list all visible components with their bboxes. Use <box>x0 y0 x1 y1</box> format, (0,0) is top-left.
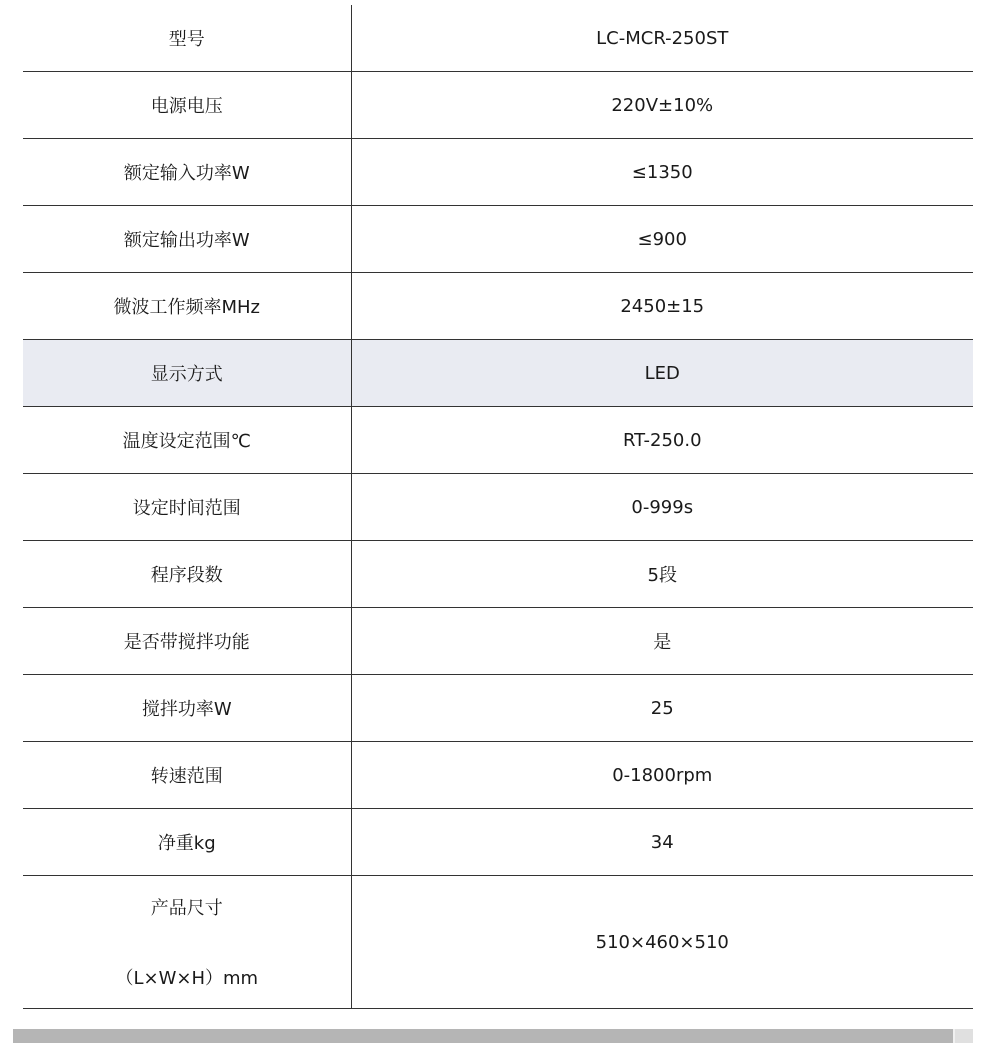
row-label-model: 型号 <box>23 5 351 72</box>
table-row <box>23 5 973 72</box>
row-label-frequency: 微波工作频率MHz <box>23 273 351 340</box>
scrollbar-end-cap <box>955 1029 973 1043</box>
row-label-dimensions <box>23 876 351 1009</box>
row-value-speed-range: 0-1800rpm <box>351 742 973 809</box>
row-value-time-range: 0-999s <box>351 474 973 541</box>
row-value-stirring-power: 25 <box>351 675 973 742</box>
row-label-time-range: 设定时间范围 <box>23 474 351 541</box>
row-label-program-steps: 程序段数 <box>23 541 351 608</box>
row-label-display: 显示方式 <box>23 340 351 407</box>
row-value-voltage: 220V±10% <box>351 72 973 139</box>
row-value-frequency: 2450±15 <box>351 273 973 340</box>
row-label-output-power: 额定输出功率W <box>23 206 351 273</box>
row-label-temp-range: 温度设定范围℃ <box>23 407 351 474</box>
row-value-program-steps: 5段 <box>351 541 973 608</box>
table-row <box>23 675 973 742</box>
table-row <box>23 407 973 474</box>
row-value-net-weight: 34 <box>351 809 973 876</box>
spec-table <box>23 5 973 1009</box>
table-row <box>23 742 973 809</box>
table-row-dimensions <box>23 876 973 1009</box>
row-value-display: LED <box>351 340 973 407</box>
row-value-stirring: 是 <box>351 608 973 675</box>
row-label-speed-range: 转速范围 <box>23 742 351 809</box>
row-value-temp-range: RT-250.0 <box>351 407 973 474</box>
row-label-net-weight: 净重kg <box>23 809 351 876</box>
table-row-highlighted <box>23 340 973 407</box>
row-value-input-power: ≤1350 <box>351 139 973 206</box>
table-row <box>23 608 973 675</box>
scrollbar-thumb[interactable] <box>13 1029 953 1043</box>
row-value-model: LC-MCR-250ST <box>351 5 973 72</box>
table-row <box>23 72 973 139</box>
row-label-input-power: 额定输入功率W <box>23 139 351 206</box>
row-value-output-power: ≤900 <box>351 206 973 273</box>
dimensions-label-line1: 产品尺寸 <box>150 898 223 919</box>
dimensions-label-line2: （L×W×H）mm <box>115 968 259 989</box>
row-label-stirring-power: 搅拌功率W <box>23 675 351 742</box>
table-row <box>23 474 973 541</box>
table-row <box>23 809 973 876</box>
table-row <box>23 541 973 608</box>
table-row <box>23 273 973 340</box>
horizontal-scrollbar[interactable] <box>13 1029 973 1043</box>
table-row <box>23 206 973 273</box>
table-row <box>23 139 973 206</box>
row-label-stirring: 是否带搅拌功能 <box>23 608 351 675</box>
row-label-voltage: 电源电压 <box>23 72 351 139</box>
row-value-dimensions: 510×460×510 <box>351 876 973 1009</box>
